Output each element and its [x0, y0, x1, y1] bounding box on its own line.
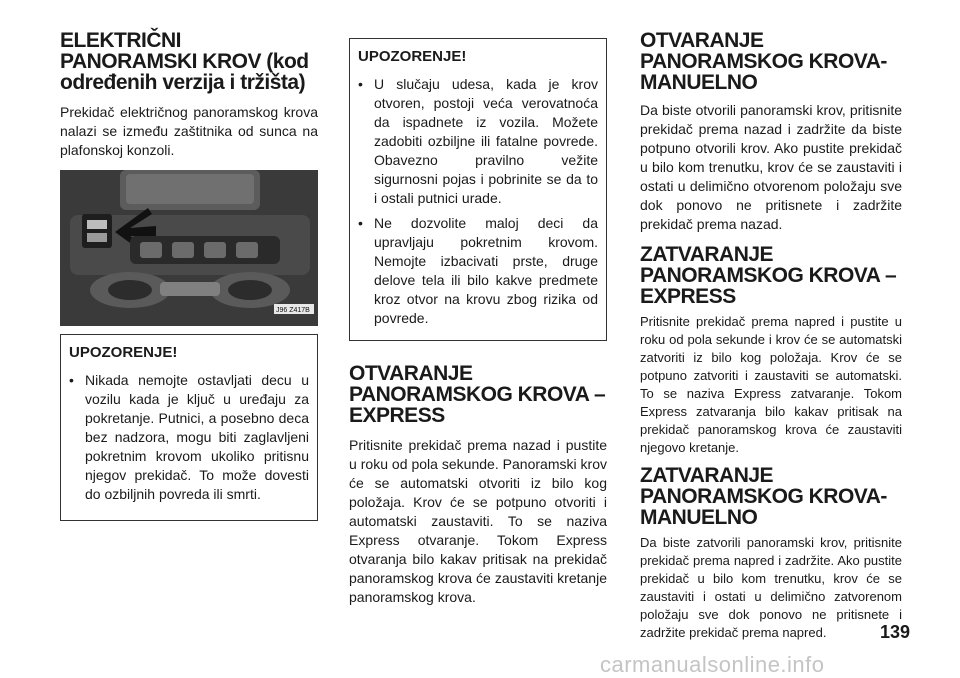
- section-body-manual-close: Da biste zatvorili panoramski krov, pritisnite prekidač prema napred i zadržite. Ako pustite prekidač u bilo kom trenutku, krov će se zaustaviti i ostati u delimično zatvorenom položaju sve dok ponovo ne pritisnete i zadržite prekidač prema napred.: [640, 535, 902, 640]
- warning-box-accident: [349, 38, 607, 341]
- warning-item: • Ne dozvolite maloj deci da upravljaju pokretnim krovom. Nemojte izbacivati prste, druge delove tela ili bilo kakve predmete kroz otvor na krovu zbog rizika od povrede.: [358, 214, 598, 328]
- overhead-console-illustration: [60, 170, 318, 326]
- page-number: 139: [880, 622, 911, 642]
- watermark: carmanualsonline.info: [600, 652, 825, 677]
- overhead-console-photo: [60, 170, 318, 326]
- warning-list: [69, 371, 309, 504]
- section-heading-express-open: OTVARANJE PANORAMSKOG KROVA – EXPRESS: [349, 362, 606, 427]
- warning-list: [358, 75, 598, 328]
- section-heading-manual-open: OTVARANJE PANORAMSKOG KROVA-MANUELNO: [640, 29, 887, 94]
- intro-paragraph: Prekidač električnog panoramskog krova nalazi se između zaštitnika od sunca na plafonskoj konzoli.: [60, 104, 318, 158]
- column-left: [60, 30, 318, 521]
- section-heading-manual-close: ZATVARANJE PANORAMSKOG KROVA-MANUELNO: [640, 464, 887, 529]
- section-body-express-open: Pritisnite prekidač prema nazad i pustite u roku od pola sekunde. Panoramski krov će se automatski otvoriti iz bilo kog položaja. Krov će se potpuno otvoriti i automatski zaustaviti. To se naziva Express otvaranje. Tokom Express otvaranja bilo kakav pritisak na prekidač panoramskog krova će zaustaviti kretanje panoramskog krova.: [349, 437, 607, 605]
- section-heading-electric-roof: ELEKTRIČNI PANORAMSKI KROV (kod određenih verzija i tržišta): [60, 29, 309, 94]
- section-body-manual-open: Da biste otvorili panoramski krov, pritisnite prekidač prema nazad i zadržite da biste potpuno otvorili krov. Ako pustite prekidač u bilo kom trenutku, krov će se zaustaviti i ostati u delimično otvorenom položaju sve dok ponovo ne pritisnete i zadržite prekidač prema nazad.: [640, 102, 902, 232]
- warning-item: • Nikada nemojte ostavljati decu u vozilu kada je ključ u uređaju za pokretanje. Putnici, a posebno deca bez nadzora, mogu biti zaglavljeni pokretnim krovom ukoliko pritisnu njegov prekidač. To može dovesti do ozbiljnih povreda ili smrti.: [69, 371, 309, 504]
- warning-title: UPOZORENJE!: [358, 48, 467, 65]
- warning-title: UPOZORENJE!: [69, 344, 178, 361]
- section-body-express-close: Pritisnite prekidač prema napred i pustite u roku od pola sekunde i krov će se automatski zatvoriti iz bilo kog položaja. Krov će se potpuno zatvoriti i zaustaviti se automatski. To se naziva Express zatvaranje. Tokom Express zatvaranja bilo kakav pritisak na prekidač panoramskog krova će zaustaviti njegovo kretanje.: [640, 314, 902, 455]
- column-middle: [349, 38, 607, 607]
- image-code-label: J96 Z417B: [276, 307, 310, 314]
- warning-item: • U slučaju udesa, kada je krov otvoren, postoji veća verovatnoća da ispadnete iz vozila. Možete zadobiti ozbiljne ili fatalne povrede. Obavezno pravilno vežite sigurnosni pojas i pobrinite se da to i ostali putnici urade.: [358, 75, 598, 208]
- column-right: [640, 30, 902, 642]
- warning-box-children: [60, 334, 318, 521]
- section-heading-express-close: ZATVARANJE PANORAMSKOG KROVA – EXPRESS: [640, 243, 897, 308]
